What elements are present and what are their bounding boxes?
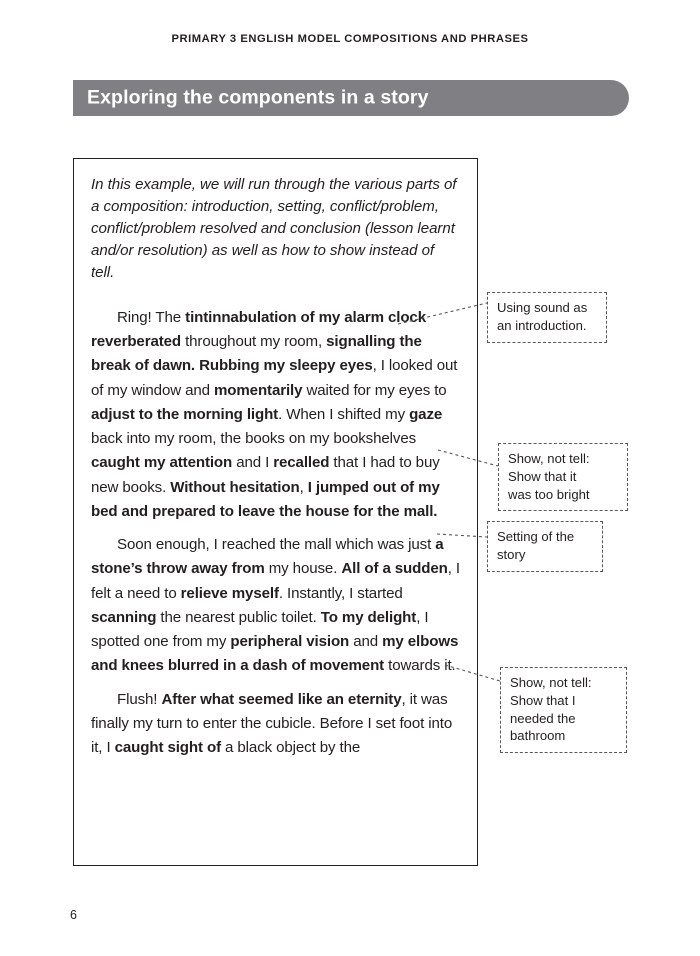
callout-line: an introduction. (497, 317, 587, 333)
emphasis-phrase: gaze (409, 405, 443, 423)
chapter-banner (73, 80, 629, 116)
body-text: the nearest public toilet. (156, 608, 321, 626)
emphasis-phrase: recalled (273, 454, 330, 472)
callout-line: story (497, 546, 526, 562)
callout-line: Show that it (508, 468, 577, 484)
callout-line: Show, not tell: (508, 451, 590, 466)
callout-line: Show, not tell: (510, 675, 592, 690)
emphasis-phrase: relieve myself (180, 584, 279, 602)
callout-show-not-tell-bathroom (500, 667, 627, 753)
body-text: a black object by the (220, 739, 361, 757)
paragraph-3 (91, 688, 460, 761)
paragraph-1 (91, 306, 460, 524)
emphasis-phrase: peripheral vision (230, 633, 350, 651)
emphasis-phrase: a stone’s throw away from (91, 536, 444, 578)
body-text: , it was finally my turn to enter the cubicle. Before I set foot into it, I (91, 690, 453, 757)
emphasis-phrase: momentarily (213, 381, 303, 399)
body-text: and I (232, 454, 274, 472)
callout-using-sound (487, 292, 607, 343)
emphasis-phrase: After what seemed like an eternity (161, 690, 402, 708)
emphasis-phrase: signalling the break of dawn. Rubbing my sleepy eyes (91, 333, 422, 375)
body-text: , I spotted one from my (91, 608, 429, 651)
emphasis-phrase: my elbows and knees blurred in a dash of movement (91, 633, 459, 675)
emphasis-phrase: I jumped out of my bed and prepared to leave the house for the mall. (91, 478, 440, 520)
callout-setting-of-story (487, 521, 603, 572)
callout-line: was too bright (508, 486, 590, 502)
body-text: waited for my eyes to (302, 381, 447, 399)
chapter-title: Exploring the components in a story (87, 86, 429, 109)
paragraph-2 (91, 533, 460, 679)
composition-body (91, 306, 460, 761)
body-text: that I had to buy new books. (91, 454, 440, 496)
callout-line: bathroom (510, 728, 566, 744)
callout-line: Using sound as (497, 300, 588, 315)
body-text: . Instantly, I started (278, 584, 403, 602)
body-text: . When I shifted my (278, 405, 410, 423)
emphasis-phrase: scanning (91, 608, 157, 626)
intro-note: In this example, we will run through the various parts of a composition: introduction, setting, conflict/problem, conflict/problem resolved and conclusion (lesson learnt and/or resolution) as well as how to show instead of tell. (91, 176, 457, 281)
body-text: back into my room, the books on my bookshelves (91, 430, 417, 448)
body-text: towards it. (384, 657, 456, 675)
body-text: my house. (264, 560, 342, 578)
body-text: Ring! The (117, 308, 186, 326)
callout-line: Show that I (510, 692, 576, 708)
emphasis-phrase: All of a sudden (341, 560, 448, 578)
body-text: , (299, 478, 308, 496)
body-text: , I felt a need to (91, 560, 460, 602)
running-head: PRIMARY 3 ENGLISH MODEL COMPOSITIONS AND PHRASES (171, 33, 529, 45)
body-text: Flush! (117, 690, 162, 708)
body-text: throughout my room, (181, 333, 327, 351)
callout-line: needed the (510, 710, 576, 726)
composition-text-box (73, 158, 478, 866)
body-text: and (349, 633, 383, 651)
body-text: Soon enough, I reached the mall which was just (117, 536, 436, 554)
body-text: , I looked out of my window and (91, 357, 458, 399)
emphasis-phrase: caught my attention (91, 454, 233, 472)
emphasis-phrase: tintinnabulation of my alarm clock reverberated (91, 308, 426, 351)
emphasis-phrase: Without hesitation (170, 478, 300, 496)
emphasis-phrase: To my delight (320, 608, 417, 626)
emphasis-phrase: adjust to the morning light (91, 405, 279, 423)
emphasis-phrase: caught sight of (114, 739, 221, 757)
callout-line: Setting of the (497, 529, 575, 544)
callout-show-not-tell-bright (498, 443, 628, 511)
page-number: 6 (70, 908, 77, 922)
